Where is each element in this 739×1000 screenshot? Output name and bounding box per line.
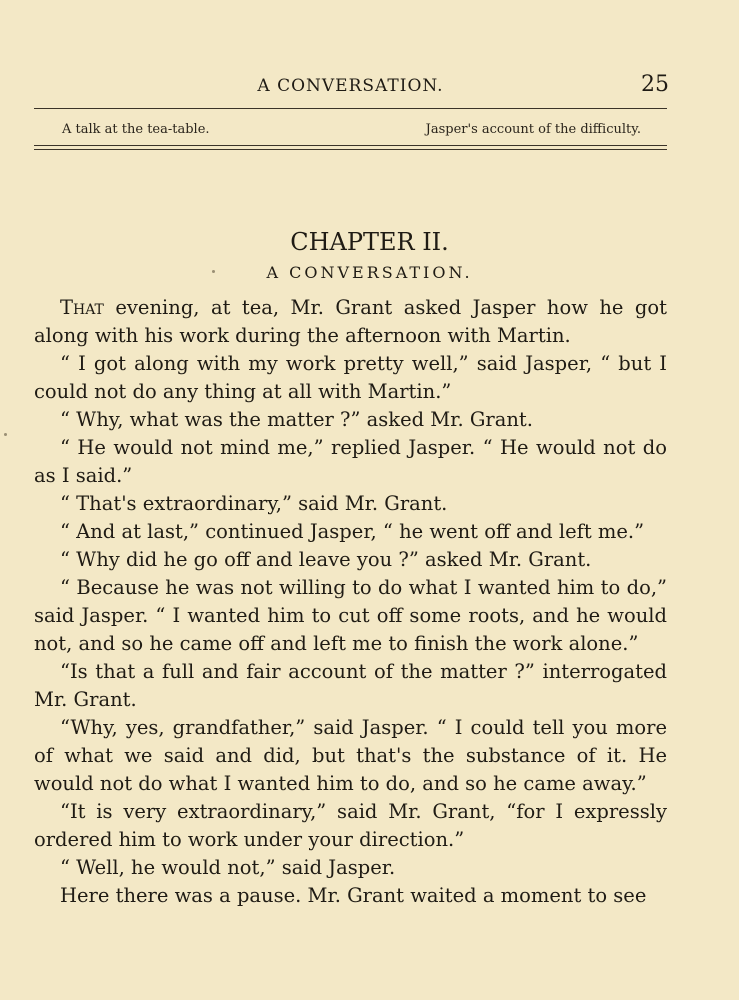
chapter-subtitle: A CONVERSATION. (266, 263, 473, 282)
paragraph: “ Well, he would not,” said Jasper. (60, 856, 396, 879)
paragraph: “It is very extraordinary,” said Mr. Grant, “for I expressly ordered him to work under your direction.” (34, 800, 667, 851)
paragraph: “ He would not mind me,” replied Jasper. “ He would not do as I said.” (34, 436, 667, 487)
running-head (34, 72, 667, 102)
paragraph: “ That's extraordinary,” said Mr. Grant. (60, 492, 448, 515)
page-number: 25 (641, 72, 669, 97)
paragraph: Here there was a pause. Mr. Grant waited a moment to see (60, 884, 647, 907)
opening-paragraph (34, 294, 667, 350)
opening-rest: evening, at tea, Mr. Grant asked Jasper how he got along with his work during the afternoon with Martin. (34, 296, 667, 347)
paragraph: “ And at last,” continued Jasper, “ he went off and left me.” (60, 520, 645, 543)
paragraph: “Is that a full and fair account of the matter ?” interrogated Mr. Grant. (34, 660, 667, 711)
sidenote-rule-top (34, 145, 667, 146)
paragraph: “ I got along with my work pretty well,” said Jasper, “ but I could not do any thing at all with Martin.” (34, 352, 667, 403)
header-rule (34, 108, 667, 109)
body-text (34, 294, 667, 910)
paragraph: “Why, yes, grandfather,” said Jasper. “ I could tell you more of what we said and did, but that's the substance of it. He would not do what I wanted him to do, and so he came away.” (34, 716, 667, 795)
sidenote-right: Jasper's account of the difficulty. (425, 122, 641, 137)
running-title: A CONVERSATION. (257, 76, 444, 96)
paragraph: “ Why, what was the matter ?” asked Mr. Grant. (60, 408, 533, 431)
sidenote-rule-bottom (34, 149, 667, 150)
paper-speck (4, 433, 7, 436)
paragraph: “ Why did he go off and leave you ?” asked Mr. Grant. (60, 548, 592, 571)
chapter-title: CHAPTER II. (290, 228, 449, 256)
sidenote-left: A talk at the tea-table. (62, 122, 210, 137)
opening-word: That (60, 296, 104, 319)
paragraph: “ Because he was not willing to do what I wanted him to do,” said Jasper. “ I wanted him to cut off some roots, and he would not, and so he came off and left me to finish the work alone.” (34, 576, 667, 655)
paper-speck (212, 270, 215, 273)
